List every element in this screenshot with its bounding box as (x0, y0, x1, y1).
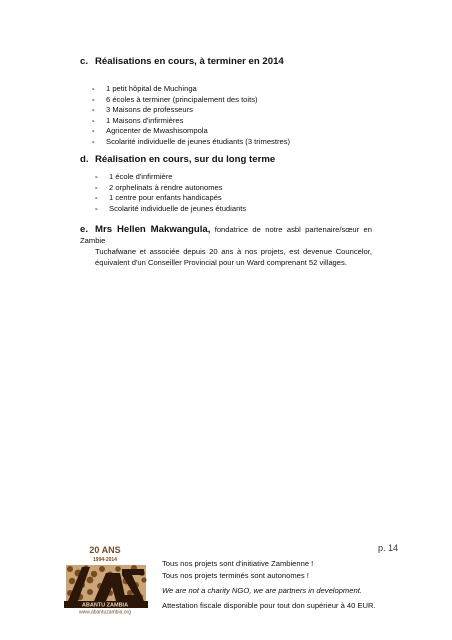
list-item: - 6 écoles à terminer (principalement des toits) (92, 94, 258, 104)
logo-years: 1994-2014 (93, 557, 117, 563)
section-c-letter: c. (80, 56, 89, 67)
section-e-letter: e. (80, 224, 89, 235)
list-item: - Scolarité individuelle de jeunes étudiants (95, 203, 247, 213)
logo-brand: ABANTU ZAMBIA (81, 602, 129, 609)
footer-line-4: Attestation fiscale disponible pour tout don supérieur à 40 EUR. (162, 601, 376, 610)
list-item: - 1 centre pour enfants handicapés (95, 193, 222, 203)
list-item: - 1 Maisons d'infirmières (92, 115, 184, 125)
section-e-paragraph: Tuchafwane et associée depuis 20 ans à nos projets, est devenue Councelor, équivalent d'un Conseiller Provincial pour un Ward comprenant 52 villages. (95, 247, 372, 267)
list-item: - 2 orphelinats à rendre autonomes (95, 182, 223, 192)
section-e-name: Mrs Hellen Makwangula, (95, 224, 211, 235)
section-d-heading (80, 154, 275, 165)
page-number: p. 14 (378, 543, 399, 553)
list-item: - Scolarité individuelle de jeunes étudiants (3 trimestres) (92, 136, 291, 146)
footer-line-1: Tous nos projets sont d'initiative Zambienne ! (162, 559, 314, 568)
footer (162, 558, 376, 612)
list-item: - 1 école d'infirmière (95, 172, 173, 181)
section-c-list (92, 84, 290, 148)
section-d-title: Réalisation en cours, sur du long terme (95, 154, 276, 165)
footer-line-3: We are not a charity NGO, we are partners in development. (162, 586, 362, 595)
section-d-letter: d. (80, 154, 89, 165)
section-e-text-first: fondatrice de notre asbl partenaire/sœur en Zambie (80, 225, 372, 245)
list-item: - 1 petit hôpital de Muchinga (92, 84, 197, 93)
logo-badge: 20 ANS (89, 545, 121, 555)
section-e (80, 224, 372, 268)
footer-line-2: Tous nos projets terminés sont autonomes ! (162, 571, 309, 580)
section-c-heading (80, 56, 284, 67)
logo-url: www.abantuzambia.org (79, 609, 131, 615)
list-item: - 3 Maisons de professeurs (92, 105, 193, 115)
section-d-list (95, 172, 246, 214)
abantu-zambia-logo (60, 543, 150, 615)
section-c-title: Réalisations en cours, à terminer en 2014 (95, 56, 284, 67)
list-item: - Agricenter de Mwashisompola (92, 126, 208, 136)
